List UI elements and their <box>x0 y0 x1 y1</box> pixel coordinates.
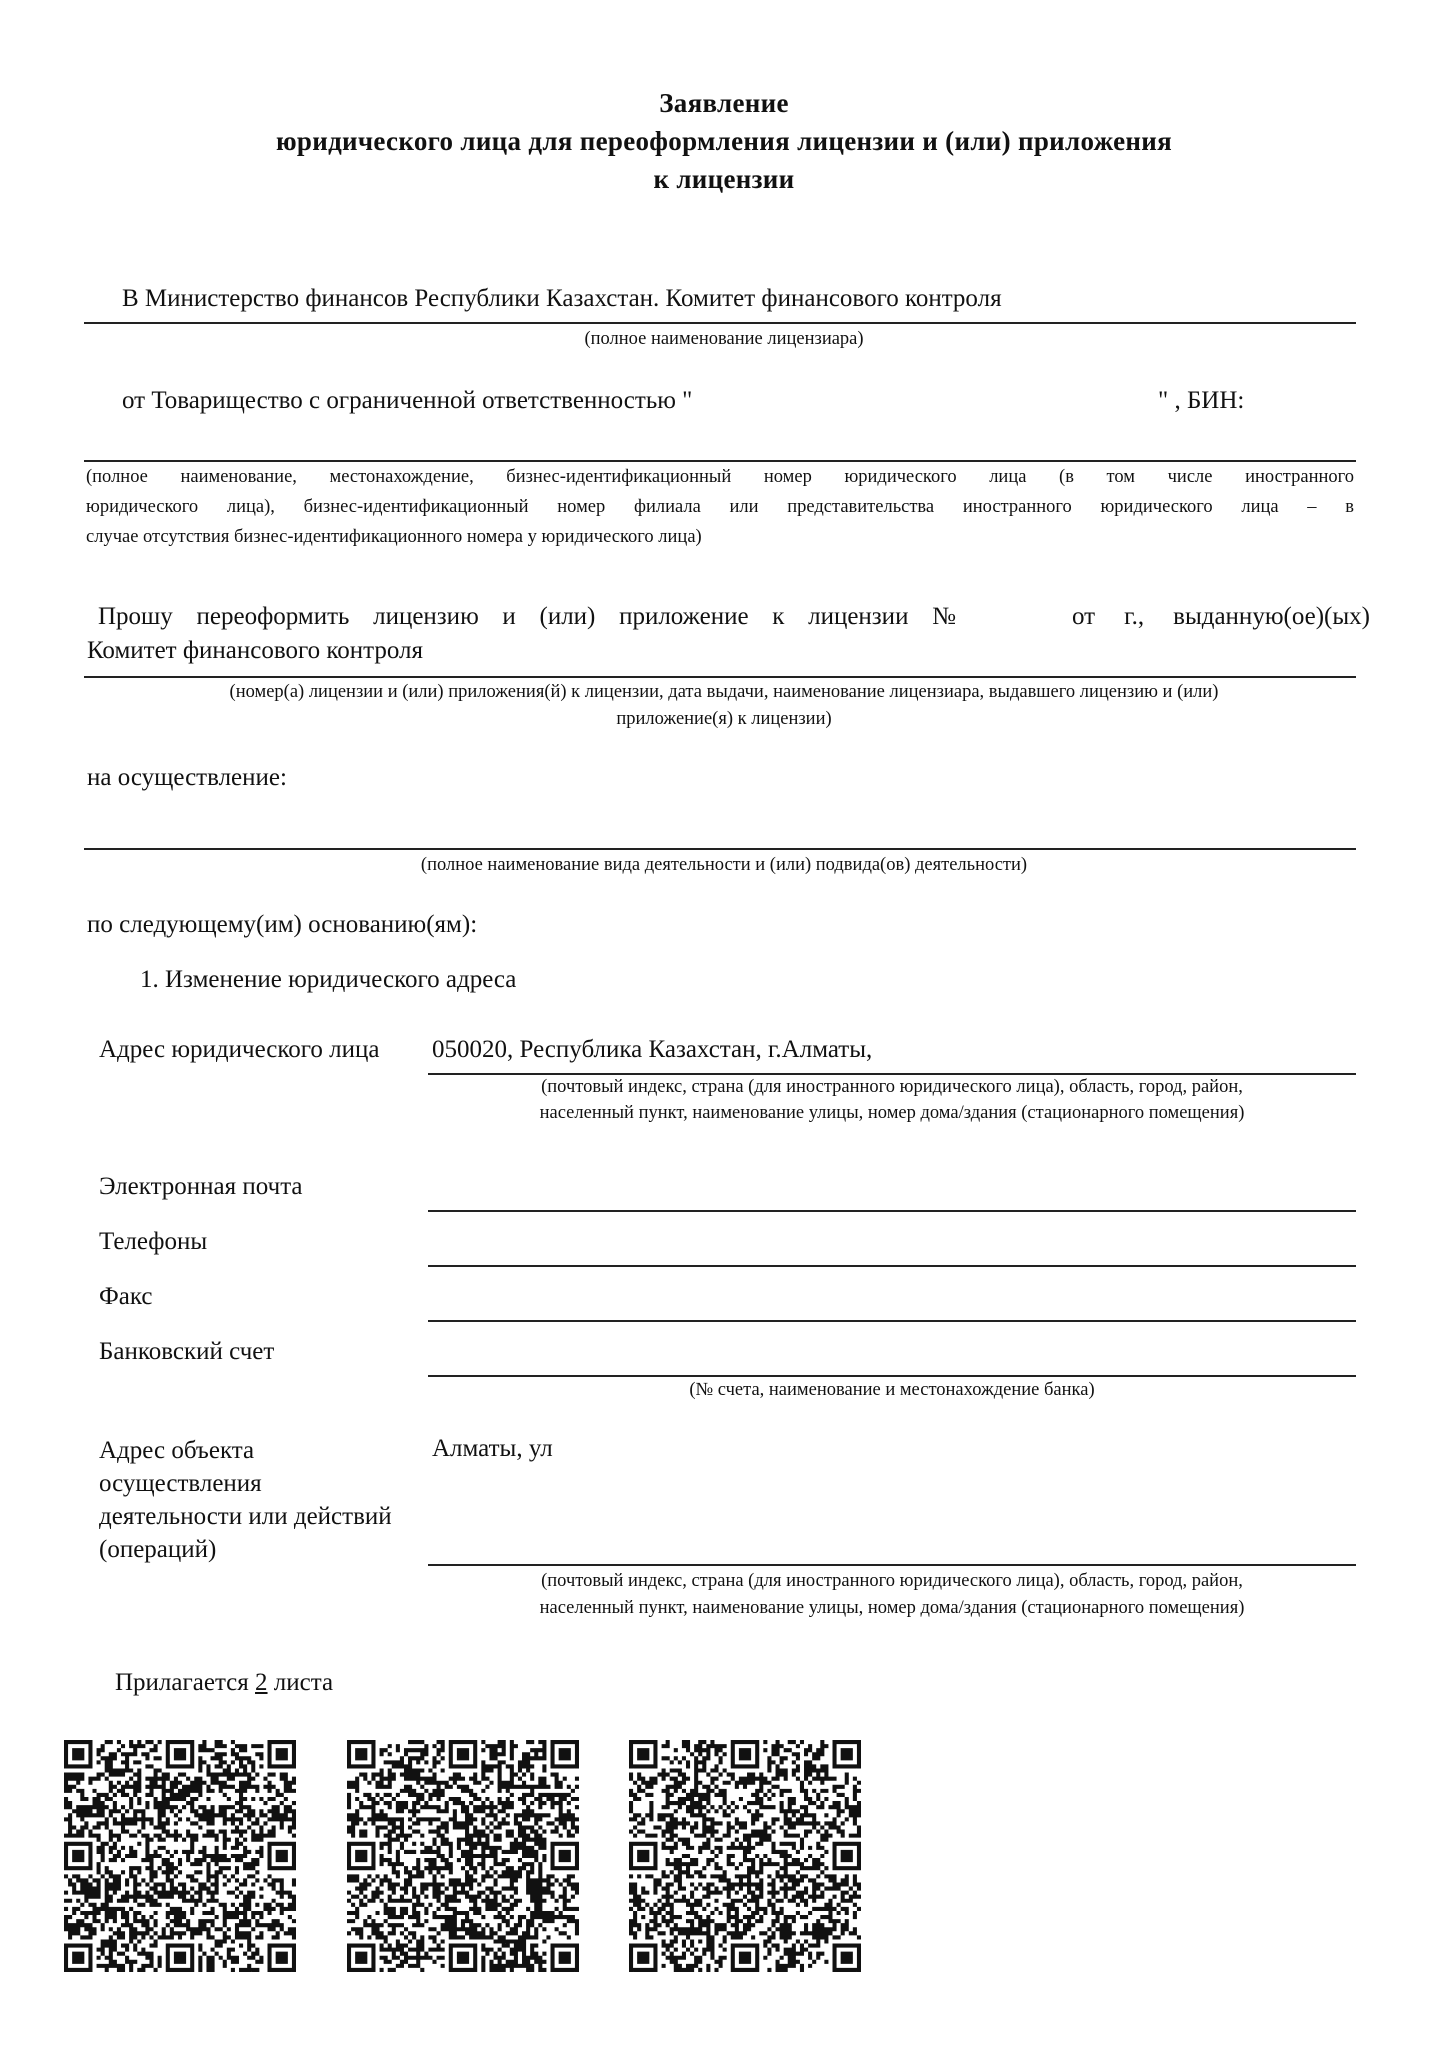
activity-underline <box>84 848 1356 850</box>
request-underline <box>84 676 1356 678</box>
bank-label: Банковский счет <box>99 1338 275 1365</box>
grounds-item-1: 1. Изменение юридического адреса <box>140 966 517 993</box>
qr-code-icon <box>347 1740 579 1972</box>
title-line-3: к лицензии <box>653 164 795 194</box>
legal-address-caption-line-2: населенный пункт, наименование улицы, номер дома/здания (стационарного помещения) <box>539 1103 1245 1123</box>
bank-caption: (№ счета, наименование и местонахождение банка) <box>689 1380 1095 1400</box>
applicant-prefix: от Товарищество с ограниченной ответственностью " <box>122 387 693 414</box>
email-field <box>428 1210 1356 1212</box>
legal-address-label: Адрес юридического лица <box>99 1036 380 1063</box>
applicant-caption: (полное наименование, местонахождение, бизнес-идентификационный номер юридического лица (в том числе иностранного юридического лица), бизнес-идентификационный номер филиала или представительства иностранного юридического лица – в случае отсутствия бизнес-идентификационного номера у юридического лица) <box>86 467 1354 547</box>
legal-address-caption-line-1: (почтовый индекс, страна (для иностранного юридического лица), область, город, район, <box>541 1077 1243 1097</box>
email-label: Электронная почта <box>99 1173 303 1200</box>
activity-label: на осуществление: <box>87 764 287 791</box>
request-caption-line-2: приложение(я) к лицензии) <box>616 709 832 729</box>
request-issuer: Комитет финансового контроля <box>87 637 424 664</box>
qr-code-icon <box>629 1740 861 1972</box>
document-title <box>0 84 1448 198</box>
attachments-count: 2 <box>255 1669 268 1696</box>
grounds-label: по следующему(им) основанию(ям): <box>87 911 478 938</box>
licensor-value: В Министерство финансов Республики Казахстан. Комитет финансового контроля <box>122 285 1002 312</box>
licensor-underline <box>84 322 1356 324</box>
legal-address-value: 050020, Республика Казахстан, г.Алматы, <box>432 1036 873 1063</box>
phones-field <box>428 1265 1356 1267</box>
fax-label: Факс <box>99 1283 153 1310</box>
phones-label: Телефоны <box>99 1228 208 1255</box>
fax-field <box>428 1320 1356 1322</box>
request-issued: от г., выданную(ое)(ых) <box>1072 603 1370 630</box>
request-caption-line-1: (номер(а) лицензии и (или) приложения(й) к лицензии, дата выдачи, наименование лицензиара, выдавшего лицензию и (или) <box>229 682 1219 702</box>
attachments-note: Прилагается 2 листа <box>115 1669 334 1696</box>
activity-caption: (полное наименование вида деятельности и (или) подвида(ов) деятельности) <box>420 855 1028 875</box>
object-address-caption-line-2: населенный пункт, наименование улицы, номер дома/здания (стационарного помещения) <box>539 1598 1245 1618</box>
request-text: Прошу переоформить лицензию и (или) приложение к лицензии № <box>98 603 956 630</box>
object-address-value: Алматы, ул <box>432 1435 553 1462</box>
title-line-1: Заявление <box>659 88 789 118</box>
object-address-underline <box>428 1564 1356 1566</box>
licensor-caption: (полное наименование лицензиара) <box>584 329 864 349</box>
object-address-label: Адрес объекта осуществления деятельности или действий (операций) <box>99 1437 392 1563</box>
object-address-caption-line-1: (почтовый индекс, страна (для иностранного юридического лица), область, город, район, <box>541 1571 1243 1591</box>
qr-code-icon <box>64 1740 296 1972</box>
applicant-suffix: " , БИН: <box>1158 387 1245 414</box>
title-line-2: юридического лица для переоформления лицензии и (или) приложения <box>275 126 1173 156</box>
